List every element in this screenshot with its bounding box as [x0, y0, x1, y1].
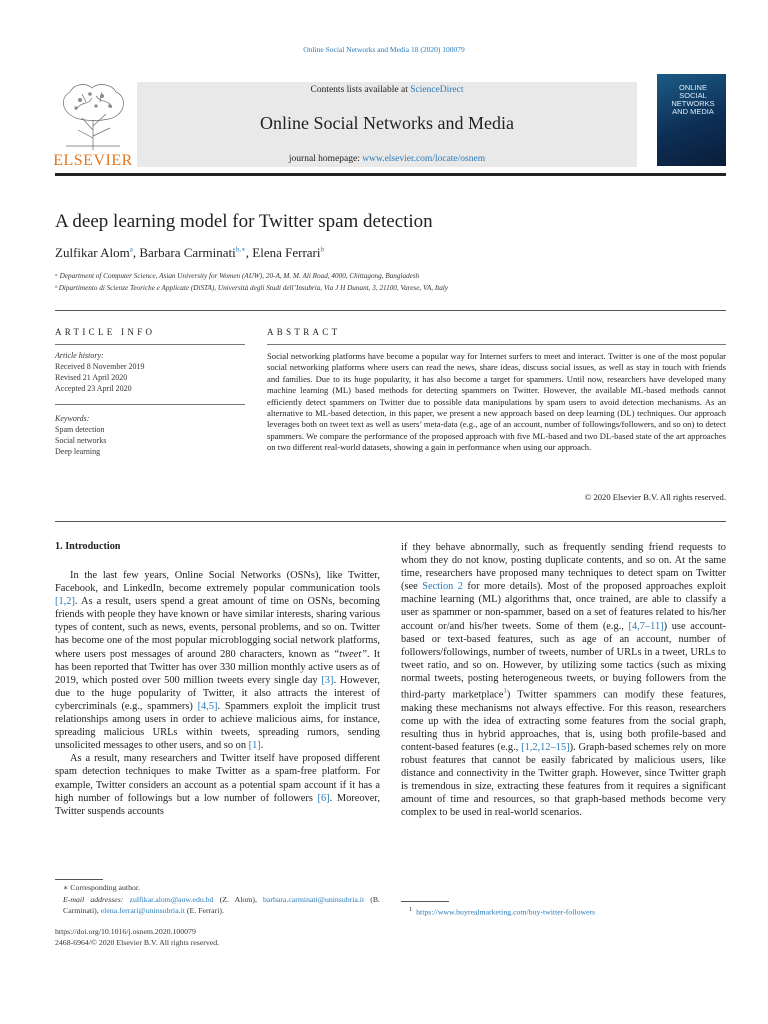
keywords-label: Keywords: [55, 414, 90, 423]
homepage-link[interactable]: www.elsevier.com/locate/osnem [362, 154, 486, 164]
author-name: Elena Ferrari [252, 245, 321, 260]
homepage-line [137, 154, 637, 164]
text-span: ) Twitter spammers can modify these features, making these mechanisms not always effective. For this reason, researchers come up with the idea of extracting some features from the social graph, resulting thus in hybrid approaches, that is, using both profile-based and content-based features (e.g., [401, 689, 726, 753]
text-span: . [260, 740, 264, 752]
article-info-rule [55, 344, 245, 345]
text-span: As a result, many researchers and Twitter itself have proposed different spam detection techniques to make Twitter as a spam-free platform. For example, Twitter considers an account as a potential spam account if it has a high number of followings but a low number of followers [55, 753, 380, 804]
article-title: A deep learning model for Twitter spam detection [55, 211, 433, 232]
history-item: Accepted 23 April 2020 [55, 384, 132, 393]
author-affil-mark[interactable]: a [129, 245, 133, 254]
text-span: for more details). Most of the proposed approaches exploit machine learning (ML) algorithms that, once trained, are able to classify a user as spammer or non-spammer, based on a set of features related to his/her account or/and his/her tweets. Some of them (e.g., [401, 581, 726, 632]
journal-cover-text [663, 84, 723, 116]
text-span: ). Graph-based schemes rely on more robust features that cannot be easily fabricated by malicious users, like distance and connectivity in the Twitter graph. However, since Twitter graph is tremendous in size, extracting these features from it requires a significant amount of time and resources, so that graph-based methods become very complex to be used in real-world scenarios. [401, 741, 727, 819]
text-span: . It has been reported that Twitter has over 330 million monthly active users as of 2019, which posted over 500 million tweets every single day [55, 648, 380, 686]
text-span: ) use account-based or text-based features, such as age of an account, number of followers/followings, number of tweets, number of URLs in a tweet, URLs to tweet ratio, and so on. However, by utilizing some tactics (such as mixing normal tweets, posting heterogeneous tweets, or buying followers from the third-party marketplace [401, 620, 726, 701]
citation-link[interactable]: [4,7–11] [628, 620, 664, 632]
author-name: Barbara Carminati [139, 245, 236, 260]
email-owner: (Z. Alom), [213, 894, 263, 904]
text-span: In the last few years, Online Social Networks (OSNs), like Twitter, Facebook, and LinkedIn, become extremely popular communication tools [55, 570, 380, 595]
email-owner: (B. Carminati), [63, 894, 380, 915]
author-list: Zulfikar Alom$^a$, Barbara Carminati$^{b,∗}$, Elena Ferrari$^b$ [55, 245, 324, 260]
emphasis: “tweet” [333, 648, 367, 660]
section-rule [55, 521, 726, 522]
text-span: . Moreover, Twitter suspends accounts [55, 792, 380, 817]
abstract-heading: ABSTRACT [267, 327, 341, 337]
email-owner: (E. Ferrari). [184, 906, 224, 915]
section-rule [55, 310, 726, 311]
text-span: . However, due to the huge popularity of Twitter, it also attracts the interest of cybercriminals (e.g., spammers) [55, 674, 380, 712]
intro-left-column [55, 569, 380, 818]
citation-link[interactable]: [1,2] [55, 596, 75, 608]
citation-link[interactable]: [3] [321, 674, 334, 686]
corresponding-note: ∗ Corresponding author. [63, 883, 140, 892]
sciencedirect-link[interactable]: ScienceDirect [410, 85, 464, 95]
author-name: Zulfikar Alom [55, 245, 130, 260]
history-label: Article history: [55, 351, 104, 360]
footnote-rule [401, 901, 449, 902]
keywords [55, 413, 245, 457]
contents-prefix: Contents lists available at [310, 85, 411, 95]
homepage-prefix: journal homepage: [288, 154, 363, 164]
citation-link[interactable]: [1,2,12–15] [521, 741, 570, 753]
abstract-rule [267, 344, 726, 345]
cover-line: ONLINE [679, 83, 707, 92]
article-info-rule [55, 404, 245, 405]
email-link[interactable]: zulfikar.alom@auw.edu.bd [129, 894, 214, 904]
intro-paragraph [55, 569, 380, 752]
email-link[interactable]: elena.ferrari@uninsubria.it [100, 906, 185, 915]
doi-link[interactable]: https://doi.org/10.1016/j.osnem.2020.100079 [55, 927, 196, 936]
citation-link[interactable]: [1] [248, 740, 261, 752]
text-span: . As a result, users spend a great amount of time on OSNs, becoming friends with people they have known or have similar interests, sharing various types of content, such as news, events, personal problems, and so on. Twitter has become one of the most popular microblogging social network platforms, where users post messages of around 280 characters, known as [55, 596, 380, 660]
keyword: Deep learning [55, 447, 101, 456]
affiliation-b: ᵇ Dipartimento di Scienze Teoriche e Applicate (DiSTA), Università degli Studi dell’Insubria, Via J H Dunant, 3, 21100, Varese, VA, Italy [55, 284, 448, 292]
footnotes-left [55, 882, 380, 917]
article-history [55, 350, 245, 394]
text-span: . Spammers exploit the implicit trust relationships among users in order to achieve malicious aims, for instance, spreading malicious URLs within tweets, spreading rumors, sending unsolicited messages to other users, and so on [55, 700, 380, 752]
section-link[interactable]: Section 2 [422, 581, 463, 593]
journal-title: Online Social Networks and Media [260, 113, 514, 133]
cover-line: NETWORKS [671, 99, 715, 108]
email-link[interactable]: barbara.carminati@uninsubria.it [263, 894, 365, 904]
email-label: E-mail addresses: [63, 894, 130, 904]
cover-line: SOCIAL [679, 91, 707, 100]
author-affil-mark[interactable]: b [320, 245, 324, 254]
footnote-1 [409, 904, 595, 918]
keyword: Social networks [55, 436, 107, 445]
section-heading-introduction: 1. Introduction [55, 541, 121, 552]
journal-reference[interactable]: Online Social Networks and Media 18 (2020) 100079 [303, 45, 465, 54]
header-rule [55, 173, 726, 176]
citation-link[interactable]: [4,5] [197, 700, 218, 712]
email-note [55, 894, 380, 917]
affiliation-a: ᵃ Department of Computer Science, Asian University for Women (AUW), 20-A, M. M. Ali Road, 4000, Chittagong, Bangladesh [55, 272, 420, 280]
intro-right-column [401, 541, 726, 819]
cover-line: AND MEDIA [672, 107, 714, 116]
abstract-copyright: © 2020 Elsevier B.V. All rights reserved. [584, 492, 726, 502]
history-item: Received 8 November 2019 [55, 362, 145, 371]
author-affil-mark[interactable]: b,∗ [235, 245, 246, 254]
footnote-number: 1 [409, 906, 413, 913]
footnote-marker[interactable]: 1 [503, 687, 507, 696]
footnote-rule [55, 879, 103, 880]
abstract-text: Social networking platforms have become a popular way for Internet surfers to meet and interact. Twitter is one of the most popular social networking platforms where users can read the news, share ideas, discuss social issues, as well as stay in touch with friends and families. Due to its huge popularity, it has also become a target for spammers. Until now, researchers have developed many machine learning (ML) based methods for detecting spammers on Twitter. However, the available ML-based methods cannot efficiently detect spammers on Twitter due to possible data manipulations by spam users to avoid detection mechanisms. As an alternative to ML-based detection, in this paper, we present a new approach based on deep learning (DL) techniques. Our approach leverages both on tweet text as well as users’ meta-data (e.g., age of an account, number of followings/followers, and so on) to detect spammers. We compare the performance of the proposed approach with five ML-based and two DL-based state of the art approaches on two different real-world datasets, showing a gain in performance when using our approach. [267, 351, 726, 453]
intro-paragraph [401, 541, 726, 819]
footnote-url-link[interactable]: https://www.buyrealmarketing.com/buy-twitter-followers [416, 907, 596, 917]
text-span: if they behave abnormally, such as frequently sending friend requests to whom they do not know, posting duplicate contents, and so on. At the same time, researchers have proposed many techniques to detect spam on Twitter (see [401, 542, 726, 593]
article-info-heading: ARTICLE INFO [55, 327, 156, 337]
keyword: Spam detection [55, 425, 105, 434]
citation-link[interactable]: [6] [317, 792, 330, 804]
elsevier-logo-text: ELSEVIER [53, 152, 133, 169]
issn-line: 2468-6964/© 2020 Elsevier B.V. All rights reserved. [55, 938, 220, 947]
history-item: Revised 21 April 2020 [55, 373, 128, 382]
contents-line [137, 85, 637, 95]
intro-paragraph [55, 752, 380, 817]
